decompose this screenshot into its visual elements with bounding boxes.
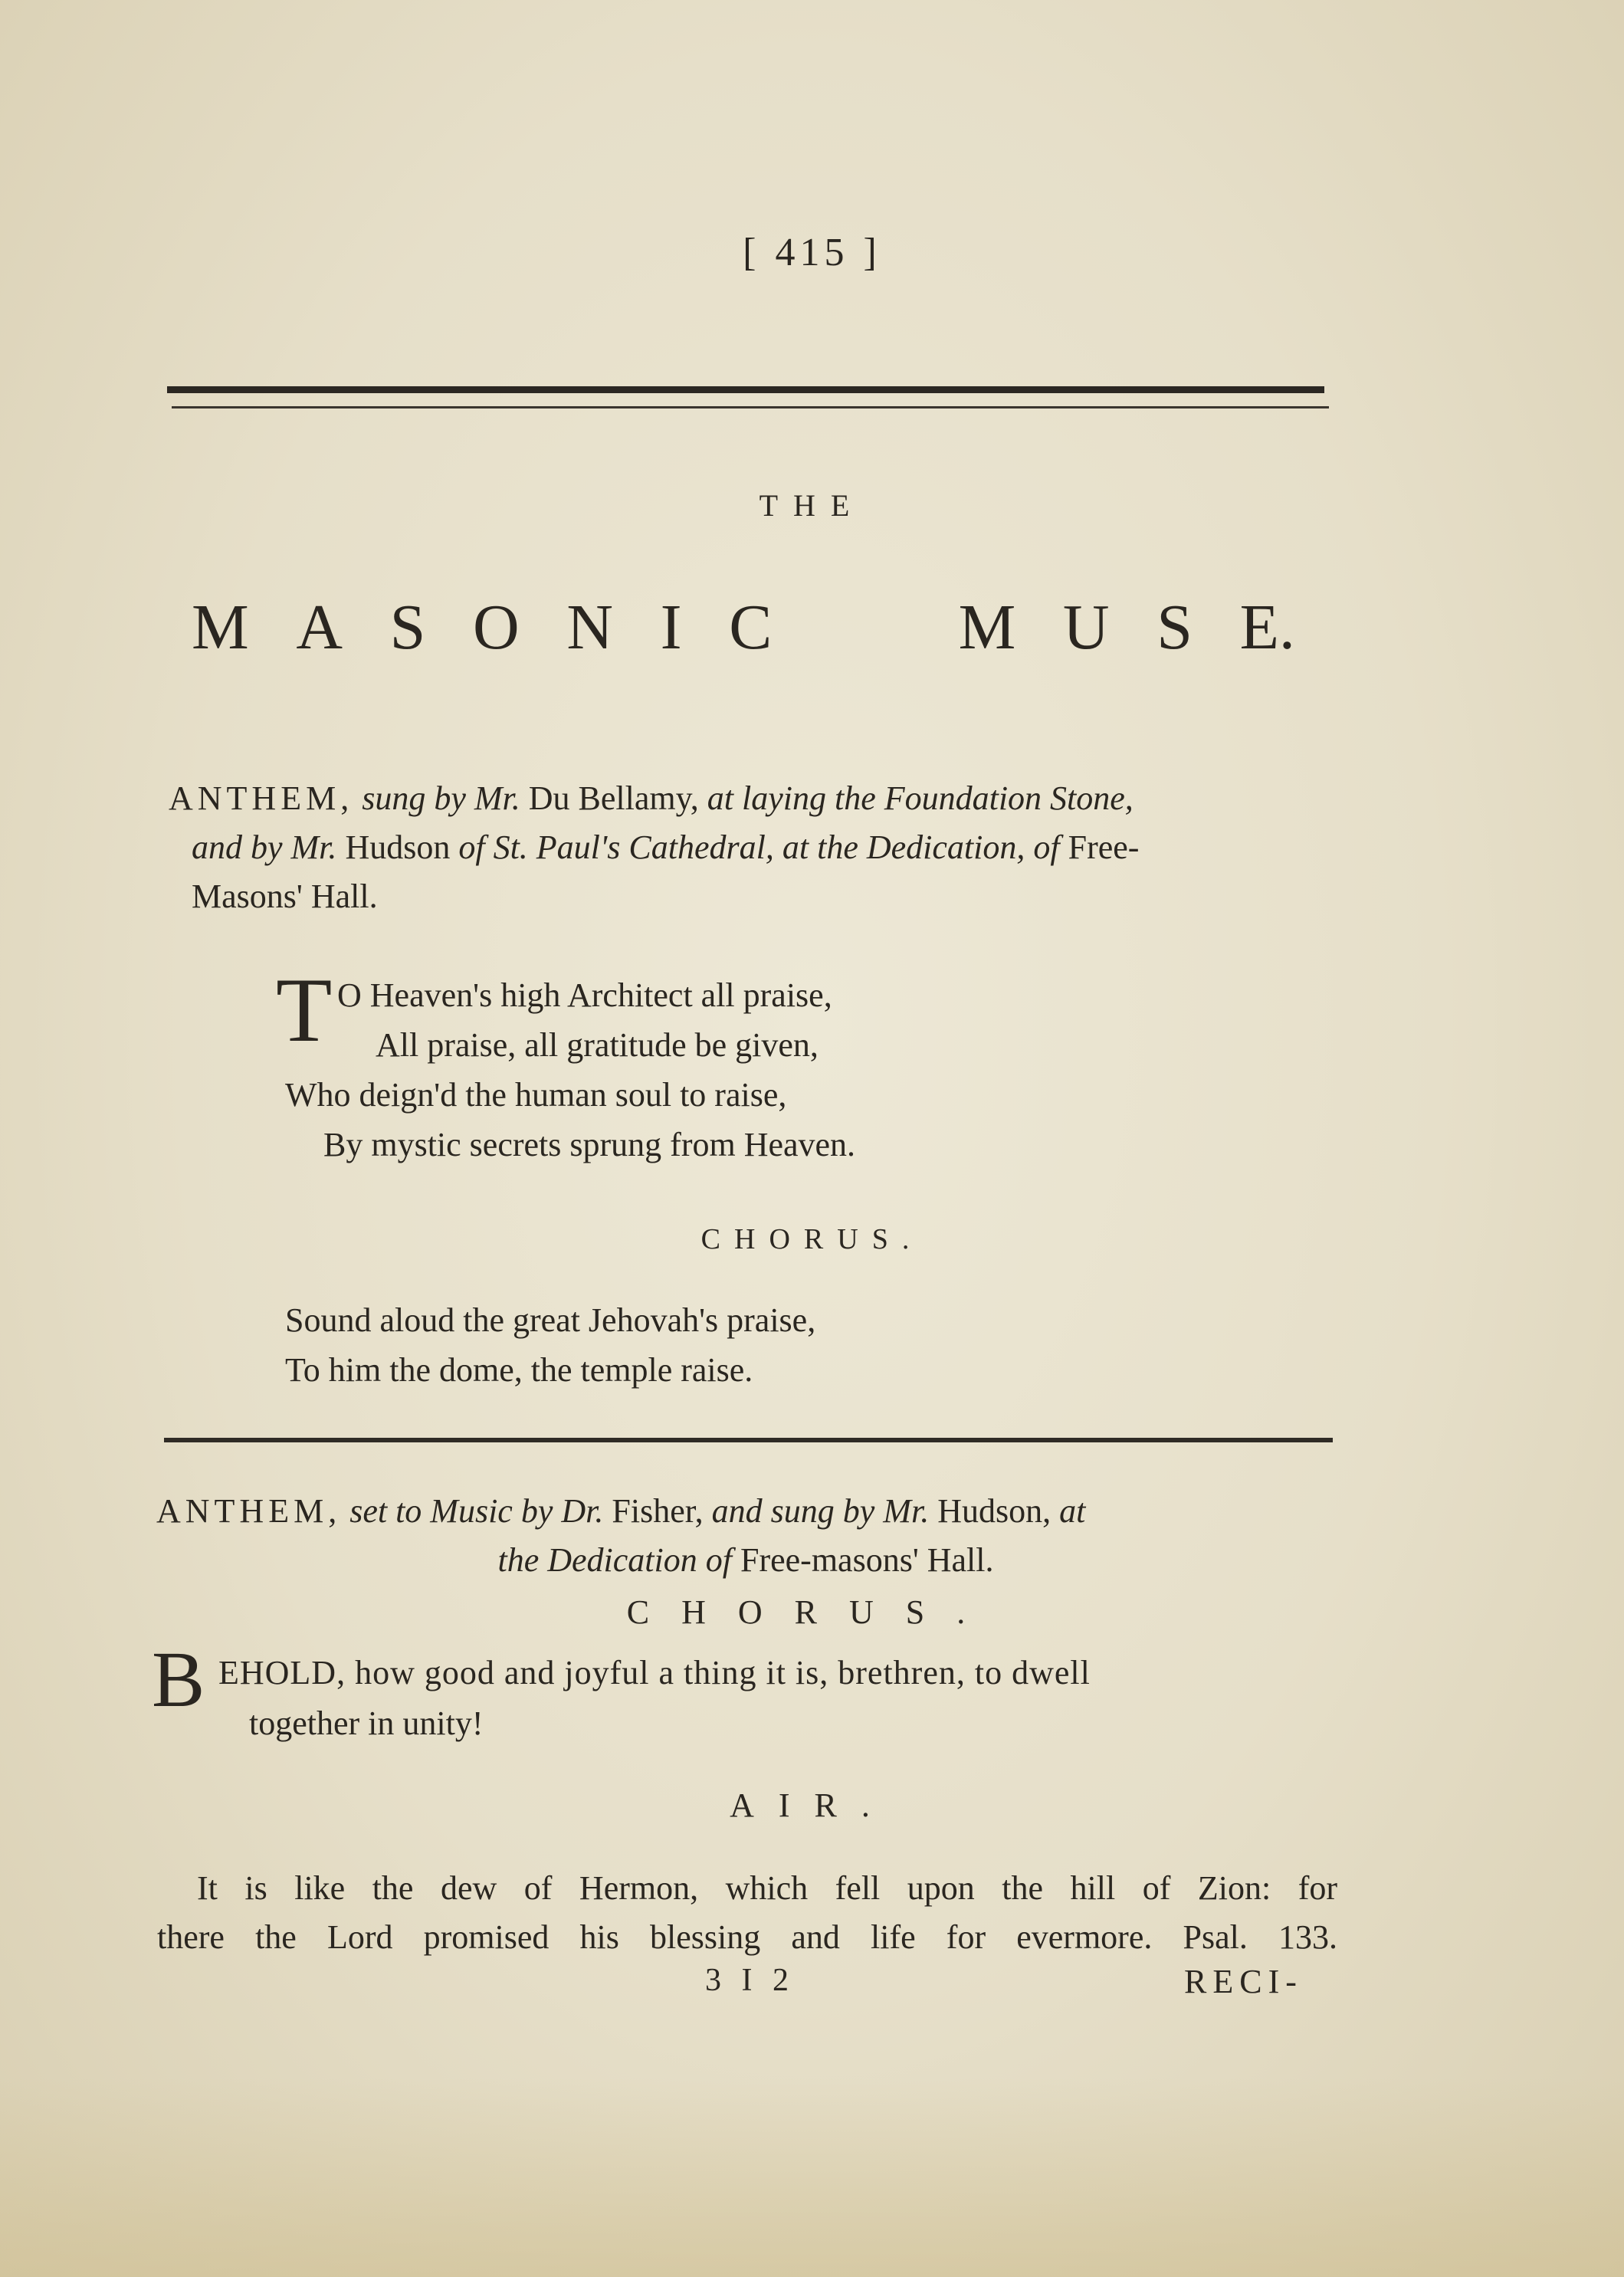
text-run: Free-masons' Hall. (740, 1541, 994, 1579)
title-word-gap (819, 590, 911, 664)
air-heading: AIR. (730, 1786, 894, 1824)
title-letter: I (660, 592, 682, 663)
title-letter: O (473, 592, 520, 663)
chorus-2-line: together in unity! (249, 1704, 484, 1742)
title-letter: A (296, 592, 343, 663)
text-run: Du Bellamy, (528, 779, 707, 817)
verse-1 (276, 970, 855, 1170)
text-run: at (1059, 1492, 1086, 1530)
title-letter: N (566, 592, 613, 663)
verse-line: All praise, all gratitude be given, (376, 1026, 819, 1064)
section-rule (164, 1438, 1333, 1442)
anthem-2-line (156, 1487, 1335, 1536)
text-run: at laying the Foundation Stone, (707, 779, 1134, 817)
title-letter: S (1156, 592, 1193, 663)
chorus-2-heading: CHORUS. (626, 1593, 998, 1631)
title-letter: C (729, 592, 773, 663)
catchword: RECI- (1184, 1963, 1303, 2000)
anthem-2-heading (156, 1487, 1335, 1585)
text-run: ANTHEM, (156, 1492, 342, 1530)
anthem-1-line (192, 823, 1335, 872)
chorus-1-text (276, 1295, 815, 1395)
verse-line: By mystic secrets sprung from Heaven. (323, 1126, 856, 1163)
dropcap-b: B (152, 1636, 205, 1724)
title-letter: E. (1239, 592, 1295, 663)
header-word: THE (759, 488, 865, 523)
text-run: the Dedication of (497, 1541, 740, 1579)
anthem-1-line (192, 872, 1335, 921)
air-line: there the Lord promised his blessing and life for evermore. Psal. 133. (157, 1918, 1337, 1956)
text-run: and by Mr. (192, 828, 346, 866)
header-rule-thin (172, 406, 1329, 408)
text-run: Hudson, (937, 1492, 1060, 1530)
running-head: [ 415 ] (743, 231, 881, 274)
title-letter: M (192, 592, 249, 663)
text-run: Fisher, (612, 1492, 712, 1530)
title-letter: M (958, 592, 1016, 663)
text-run: sung by Mr. (353, 779, 529, 817)
text-run: Masons' Hall. (192, 878, 378, 915)
chorus-1-heading: CHORUS. (700, 1223, 924, 1255)
text-run: set to Music by Dr. (341, 1492, 612, 1530)
title-letter: S (389, 592, 426, 663)
air-line: It is like the dew of Hermon, which fell upon the hill of Zion: for (197, 1869, 1337, 1907)
dropcap-t: T (276, 959, 333, 1061)
text-run: ANTHEM, (169, 779, 354, 817)
anthem-1-line (169, 774, 1335, 823)
text-run: and sung by Mr. (711, 1492, 938, 1530)
text-run: Free- (1068, 828, 1140, 866)
chorus-line: Sound aloud the great Jehovah's praise, (285, 1301, 816, 1339)
main-title (192, 590, 1295, 664)
header-rule-thick (167, 386, 1324, 393)
chorus-line: To him the dome, the temple raise. (285, 1351, 753, 1389)
text-run: of St. Paul's Cathedral, at the Dedication, of (458, 828, 1068, 866)
anthem-1-heading (169, 774, 1335, 921)
paper-stain (0, 2078, 1624, 2277)
anthem-2-line (156, 1536, 1335, 1585)
signature-mark: 3 I 2 (705, 1963, 795, 1998)
text-run: Hudson (345, 828, 459, 866)
chorus-2-text (218, 1648, 1335, 1749)
air-text (157, 1864, 1337, 1962)
verse-line: O Heaven's high Architect all praise, (337, 976, 832, 1014)
title-letter: U (1062, 592, 1110, 663)
chorus-2-line: EHOLD, how good and joyful a thing it is, brethren, to dwell (218, 1654, 1091, 1691)
verse-line: Who deign'd the human soul to raise, (285, 1076, 787, 1114)
